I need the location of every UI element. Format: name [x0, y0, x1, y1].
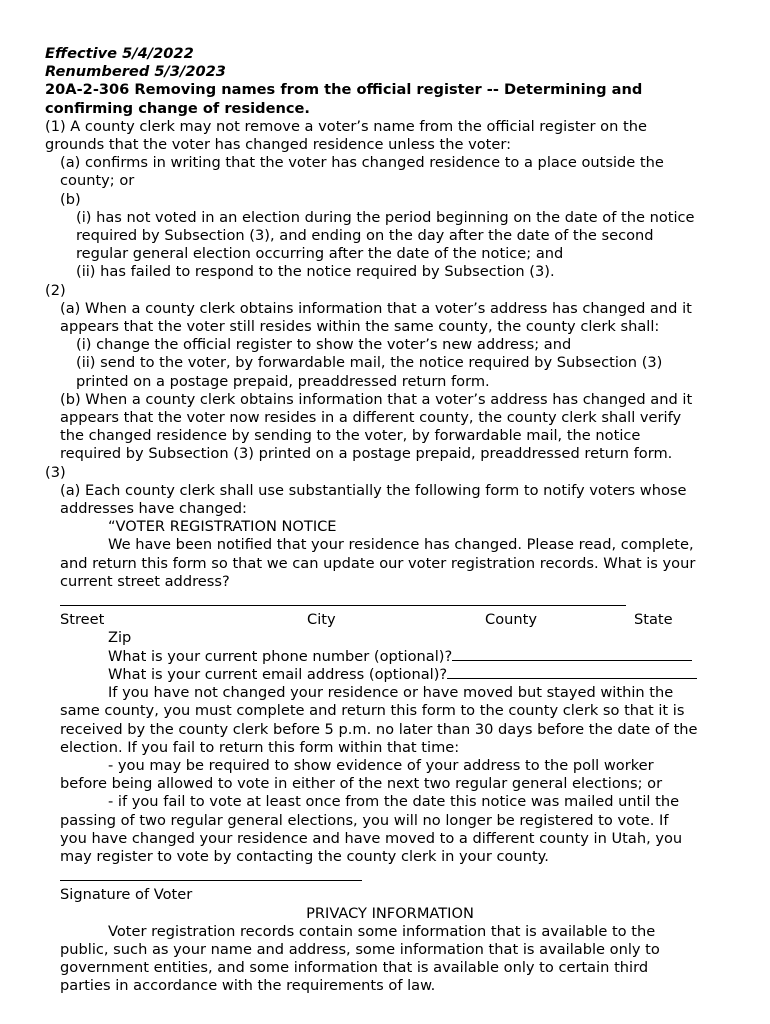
street-address-blank[interactable]	[45, 591, 735, 611]
s2a-line1: (a) When a county clerk obtains information that a voter’s address has changed and it	[60, 299, 692, 317]
privacy-line2: public, such as your name and address, some information that is available only to	[60, 940, 660, 958]
s3a-line2: addresses have changed:	[60, 500, 247, 518]
s2b-line2: appears that the voter now resides in a different county, the county clerk shall verify	[60, 409, 682, 427]
address-labels	[60, 611, 735, 629]
notice-para2-line3: received by the county clerk before 5 p.m. no later than 30 days before the date of the	[60, 720, 698, 738]
notice-para1-line3: current street address?	[60, 572, 230, 590]
s1bi-line3: regular general election occurring after the date of the notice; and	[76, 245, 564, 263]
s3a-line1: (a) Each county clerk shall use substantially the following form to notify voters whose	[60, 481, 687, 499]
notice-para2-line2: same county, you must complete and return this form to the county clerk so that it is	[60, 702, 685, 720]
bullet2-line2: passing of two regular general elections, you will no longer be registered to vote. If	[60, 811, 669, 829]
s3-label: (3)	[45, 463, 66, 481]
privacy-line1: Voter registration records contain some information that is available to the	[108, 922, 656, 940]
signature-blank[interactable]	[45, 866, 735, 886]
phone-label: What is your current phone number (optional)?	[108, 647, 453, 665]
notice-para2-line4: election. If you fail to return this form within that time:	[60, 738, 460, 756]
s2b-line3: the changed residence by sending to the voter, by forwardable mail, the notice	[60, 427, 641, 445]
bullet1-line1: - you may be required to show evidence of your address to the poll worker	[108, 756, 654, 774]
county-label: County	[485, 611, 537, 629]
s1bi-line1: (i) has not voted in an election during the period beginning on the date of the notice	[76, 208, 695, 226]
s1-line1: (1) A county clerk may not remove a voter’s name from the official register on the	[45, 117, 647, 135]
privacy-line4: parties in accordance with the requirements of law.	[60, 977, 436, 995]
s2ai: (i) change the official register to show the voter’s new address; and	[76, 336, 572, 354]
privacy-title: PRIVACY INFORMATION	[306, 904, 474, 922]
s1bii: (ii) has failed to respond to the notice required by Subsection (3).	[76, 263, 555, 281]
section-title-line2: confirming change of residence.	[45, 99, 310, 117]
s1bi-line2: required by Subsection (3), and ending on the day after the date of the second	[76, 227, 654, 245]
state-label: State	[634, 611, 673, 629]
section-title-line1: 20A-2-306 Removing names from the official register -- Determining and	[45, 81, 643, 99]
notice-para1-line2: and return this form so that we can update our voter registration records. What is your	[60, 554, 696, 572]
s2a-line2: appears that the voter still resides within the same county, the county clerk shall:	[60, 318, 660, 336]
signature-label: Signature of Voter	[60, 886, 193, 904]
s2-label: (2)	[45, 281, 66, 299]
s1-line2: grounds that the voter has changed residence unless the voter:	[45, 136, 512, 154]
street-label: Street	[60, 611, 105, 629]
notice-title: “VOTER REGISTRATION NOTICE	[108, 518, 337, 536]
bullet2-line4: may register to vote by contacting the county clerk in your county.	[60, 847, 549, 865]
phone-blank[interactable]	[452, 648, 692, 661]
phone-line	[45, 648, 735, 666]
email-line	[45, 666, 735, 684]
city-label: City	[307, 611, 336, 629]
effective-date: Effective 5/4/2022	[45, 45, 194, 62]
notice-para1-line1: We have been notified that your residence has changed. Please read, complete,	[108, 536, 694, 554]
notice-para2-line1: If you have not changed your residence or have moved but stayed within the	[108, 684, 674, 702]
s2b-line4: required by Subsection (3) printed on a postage prepaid, preaddressed return form.	[60, 445, 673, 463]
email-label: What is your current email address (optional)?	[108, 665, 448, 683]
s1a-line1: (a) confirms in writing that the voter has changed residence to a place outside the	[60, 154, 664, 172]
bullet1-line2: before being allowed to vote in either of the next two regular general elections; or	[60, 775, 663, 793]
s2b-line1: (b) When a county clerk obtains information that a voter’s address has changed and it	[60, 390, 693, 408]
zip-label: Zip	[108, 629, 132, 647]
bullet2-line1: - if you fail to vote at least once from the date this notice was mailed until the	[108, 793, 680, 811]
document-page	[45, 45, 735, 996]
s1a-line2: county; or	[60, 172, 135, 190]
s2aii-line1: (ii) send to the voter, by forwardable mail, the notice required by Subsection (3)	[76, 354, 663, 372]
renumbered-date: Renumbered 5/3/2023	[45, 63, 226, 81]
bullet2-line3: you have changed your residence and have moved to a different county in Utah, you	[60, 829, 683, 847]
privacy-line3: government entities, and some information that is available only to certain third	[60, 959, 649, 977]
s1b-label: (b)	[60, 190, 81, 208]
s2aii-line2: printed on a postage prepaid, preaddressed return form.	[76, 372, 490, 390]
email-blank[interactable]	[447, 666, 697, 679]
